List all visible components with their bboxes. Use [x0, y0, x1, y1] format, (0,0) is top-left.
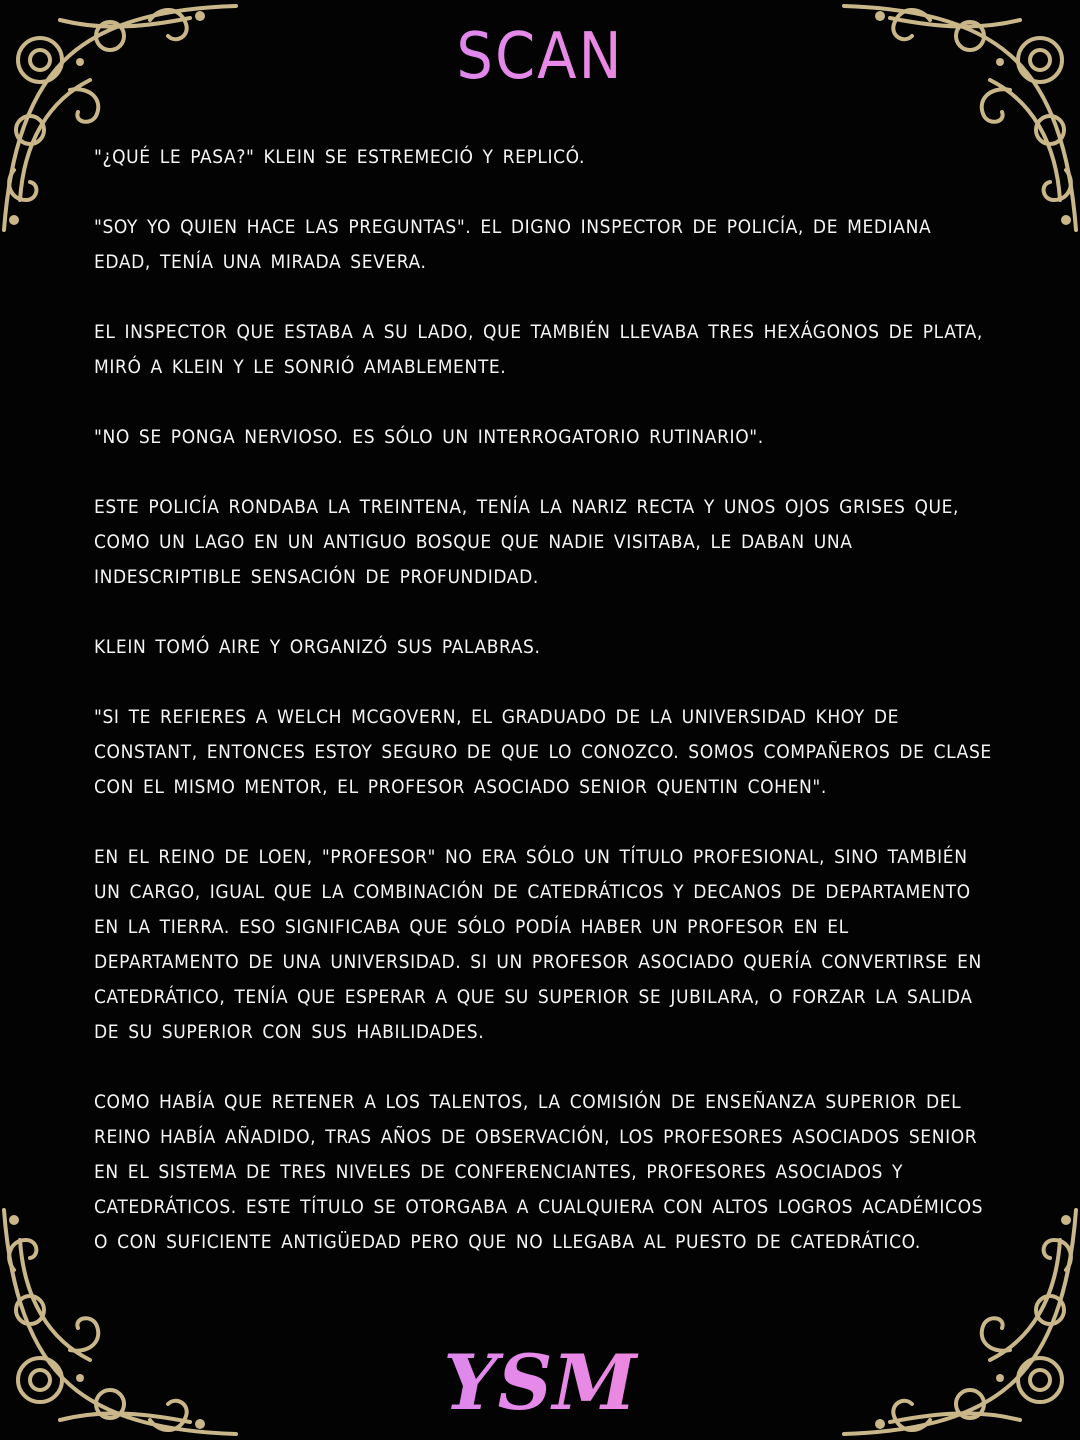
text-body: [94, 140, 994, 1295]
paragraph: ESTE POLICÍA RONDABA LA TREINTENA, TENÍA LA NARIZ RECTA Y UNOS OJOS GRISES QUE, COMO UN LAGO EN UN ANTIGUO BOSQUE QUE NADIE VISITABA, LE DABAN UNA INDESCRIPTIBLE SENSACIÓN DE PROFUNDIDAD.: [94, 496, 960, 588]
paragraph: "SI TE REFIERES A WELCH MCGOVERN, EL GRADUADO DE LA UNIVERSIDAD KHOY DE CONSTANT, ENTONCES ESTOY SEGURO DE QUE LO CONOZCO. SOMOS COMPAÑEROS DE CLASE CON EL MISMO MENTOR, EL PROFESOR ASOCIADO SENIOR QUENTIN COHEN".: [94, 706, 992, 798]
header-brand: SCAN: [0, 20, 1080, 94]
paragraph: KLEIN TOMÓ AIRE Y ORGANIZÓ SUS PALABRAS.: [94, 636, 541, 658]
paragraph: "NO SE PONGA NERVIOSO. ES SÓLO UN INTERROGATORIO RUTINARIO".: [94, 426, 764, 448]
paragraph: EL INSPECTOR QUE ESTABA A SU LADO, QUE TAMBIÉN LLEVABA TRES HEXÁGONOS DE PLATA, MIRÓ A KLEIN Y LE SONRIÓ AMABLEMENTE.: [94, 321, 983, 378]
paragraph: EN EL REINO DE LOEN, "PROFESOR" NO ERA SÓLO UN TÍTULO PROFESIONAL, SINO TAMBIÉN UN CARGO, IGUAL QUE LA COMBINACIÓN DE CATEDRÁTICOS Y DECANOS DE DEPARTAMENTO EN LA TIERRA. ESO SIGNIFICABA QUE SÓLO PODÍA HABER UN PROFESOR EN EL DEPARTAMENTO DE UNA UNIVERSIDAD. SI UN PROFESOR ASOCIADO QUERÍA CONVERTIRSE EN CATEDRÁTICO, TENÍA QUE ESPERAR A QUE SU SUPERIOR SE JUBILARA, O FORZAR LA SALIDA DE SU SUPERIOR CON SUS HABILIDADES.: [94, 846, 982, 1043]
paragraph: "SOY YO QUIEN HACE LAS PREGUNTAS". EL DIGNO INSPECTOR DE POLICÍA, DE MEDIANA EDAD, TENÍA UNA MIRADA SEVERA.: [94, 216, 932, 273]
footer-brand: YSM: [0, 1338, 1080, 1427]
paragraph: COMO HABÍA QUE RETENER A LOS TALENTOS, LA COMISIÓN DE ENSEÑANZA SUPERIOR DEL REINO HABÍA AÑADIDO, TRAS AÑOS DE OBSERVACIÓN, LOS PROFESORES ASOCIADOS SENIOR EN EL SISTEMA DE TRES NIVELES DE CONFERENCIANTES, PROFESORES ASOCIADOS Y CATEDRÁTICOS. ESTE TÍTULO SE OTORGABA A CUALQUIERA CON ALTOS LOGROS ACADÉMICOS O CON SUFICIENTE ANTIGÜEDAD PERO QUE NO LLEGABA AL PUESTO DE CATEDRÁTICO.: [94, 1091, 984, 1253]
paragraph: "¿QUÉ LE PASA?" KLEIN SE ESTREMECIÓ Y REPLICÓ.: [94, 146, 585, 168]
